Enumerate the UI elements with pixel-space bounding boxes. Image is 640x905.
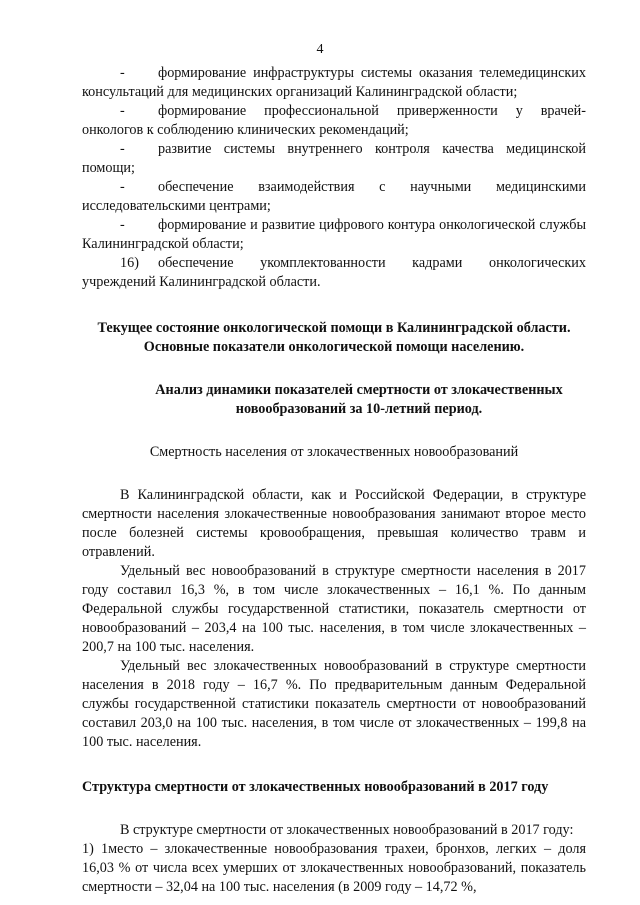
list-item — [82, 64, 586, 102]
list-marker: - — [120, 141, 125, 157]
section-heading-dynamics: Анализ динамики показателей смертности от злокачественных новообразований за 10-летний период. — [155, 382, 563, 417]
list-item — [82, 102, 586, 140]
measures-list — [82, 64, 586, 292]
section-heading-structure: Структура смертности от злокачественных новообразований в 2017 году — [82, 779, 549, 795]
list-marker: - — [120, 179, 125, 195]
page-number: 4 — [316, 42, 324, 57]
structure-item: 1) 1место – злокачественные новообразования трахеи, бронхов, легких – доля 16,03 % от числа всех умерших от злокачественных новообразований, показатель смертности – 32,04 на 100 тыс. населения (в 2009 году – 14,72 %, — [82, 841, 586, 895]
list-item-text: формирование профессиональной приверженности у врачей-онкологов к соблюдению клинических рекомендаций; — [82, 103, 586, 138]
list-marker: 16) — [120, 255, 139, 271]
document-body — [82, 64, 586, 897]
section-heading-current-state: Текущее состояние онкологической помощи в Калининградской области. Основные показатели онкологической помощи населению. — [97, 320, 571, 355]
structure-intro: В структуре смертности от злокачественных новообразований в 2017 году: — [120, 822, 574, 838]
list-item-text: обеспечение укомплектованности кадрами онкологических учреждений Калининградской области. — [82, 255, 586, 290]
list-item-text: формирование инфраструктуры системы оказания телемедицинских консультаций для медицинских организаций Калининградской области; — [82, 65, 586, 100]
list-item — [82, 254, 586, 292]
subheading-mortality: Смертность населения от злокачественных новообразований — [149, 444, 519, 460]
paragraph: Удельный вес злокачественных новообразований в структуре смертности населения в 2018 году – 16,7 %. По предварительным данным Федеральной службы государственной статистики показатель смертности от новообразований составил 203,0 на 100 тыс. населения, в том числе от злокачественных – 199,8 на 100 тыс. населения. — [82, 658, 586, 750]
list-item — [82, 140, 586, 178]
list-item — [82, 216, 586, 254]
list-item-text: формирование и развитие цифрового контура онкологической службы Калининградской области; — [82, 217, 586, 252]
paragraph: Удельный вес новообразований в структуре смертности населения в 2017 году составил 16,3 %, в том числе злокачественных – 16,1 %. По данным Федеральной службы государственной статистики, показатель смертности от новообразований – 203,4 на 100 тыс. населения, в том числе злокачественных – 200,7 на 100 тыс. населения. — [82, 563, 586, 655]
list-marker: - — [120, 217, 125, 233]
list-item-text: развитие системы внутреннего контроля качества медицинской помощи; — [82, 141, 586, 176]
list-marker: - — [120, 65, 125, 81]
paragraph: В Калининградской области, как и Российской Федерации, в структуре смертности населения злокачественные новообразования занимают второе место после болезней системы кровообращения, превышая количество травм и отравлений. — [82, 487, 586, 560]
list-item — [82, 178, 586, 216]
list-marker: - — [120, 103, 125, 119]
list-item-text: обеспечение взаимодействия с научными медицинскими исследовательскими центрами; — [82, 179, 586, 214]
